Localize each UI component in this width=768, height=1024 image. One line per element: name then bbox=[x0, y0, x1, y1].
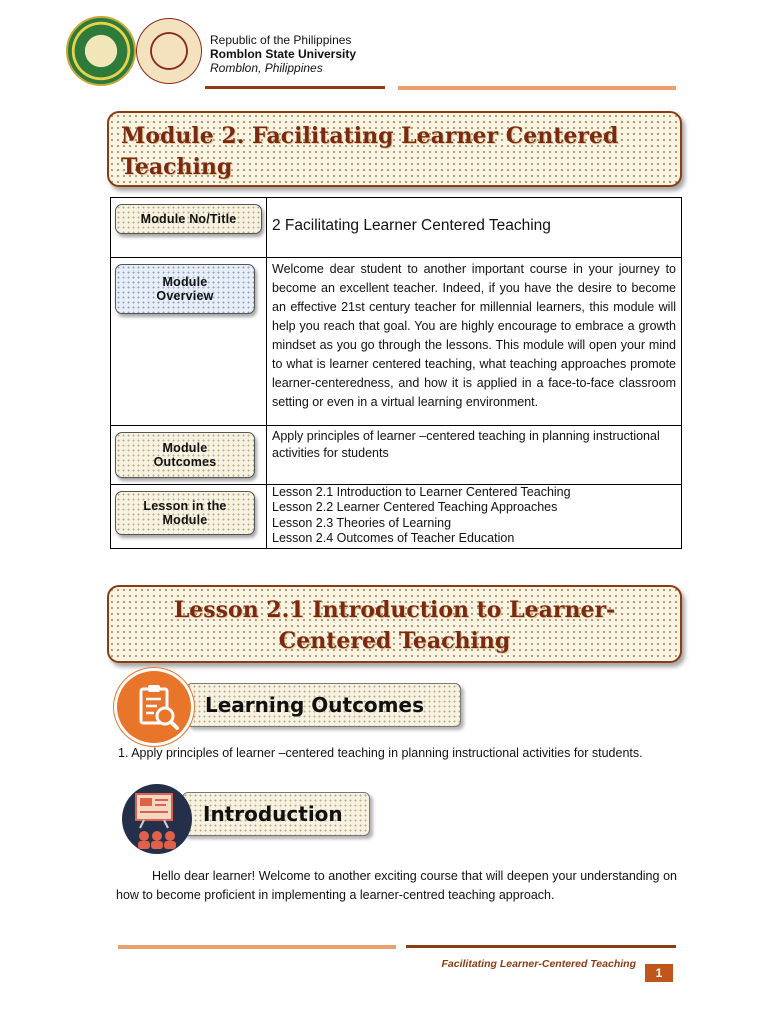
table-row bbox=[111, 258, 682, 426]
header-divider-light bbox=[398, 86, 676, 90]
university-seal-icon bbox=[66, 16, 136, 86]
footer-divider-dark bbox=[406, 945, 676, 948]
header-text bbox=[210, 33, 356, 75]
presentation-board-icon-graphic bbox=[122, 784, 192, 854]
header-country: Republic of the Philippines bbox=[210, 33, 352, 47]
table-row bbox=[111, 198, 682, 258]
page-number: 1 bbox=[645, 964, 673, 982]
learning-outcome-item: 1. Apply principles of learner –centered teaching in planning instructional activities for students. bbox=[118, 746, 643, 760]
learning-outcomes-heading bbox=[186, 683, 461, 727]
lessons-list bbox=[267, 485, 682, 549]
table-row bbox=[111, 485, 682, 549]
list-item: Lesson 2.3 Theories of Learning bbox=[272, 515, 452, 530]
module-overview-label: Module Overview bbox=[115, 264, 255, 314]
lesson-title-banner bbox=[107, 585, 682, 663]
module-outcomes-label: Module Outcomes bbox=[115, 432, 255, 478]
introduction-paragraph: Hello dear learner! Welcome to another exciting course that will deepen your understanding on how to become proficient in implementing a learner-centred teaching approach. bbox=[116, 869, 677, 902]
module-overview-value: Welcome dear student to another important course in your journey to become an excellent teacher. Indeed, if you have the desire to become an effective 21st century teacher for millennial learners, this module will help you reach that goal. You are highly encourage to embrace a growth mindset as you go through the lessons. This module will open your mind to what is learner centered teaching, what teaching approaches promote learner-centeredness, and how it is applied in a face-to-face classroom setting or even in a virtual learning environment. bbox=[267, 258, 682, 426]
introduction-title: Introduction bbox=[203, 802, 343, 826]
header-location: Romblon, Philippines bbox=[210, 61, 323, 75]
module-no-title-label: Module No/Title bbox=[115, 204, 262, 234]
module-no-title-value: 2 Facilitating Learner Centered Teaching bbox=[267, 198, 682, 258]
learning-outcomes-title: Learning Outcomes bbox=[205, 693, 424, 717]
lesson-title: Lesson 2.1 Introduction to Learner-Centered Teaching bbox=[173, 597, 616, 654]
table-row bbox=[111, 426, 682, 485]
list-item: Lesson 2.4 Outcomes of Teacher Education bbox=[272, 530, 515, 545]
clipboard-search-icon bbox=[114, 668, 194, 746]
presentation-board-icon bbox=[122, 784, 192, 854]
header-university: Romblon State University bbox=[210, 47, 357, 61]
module-outcomes-value: Apply principles of learner –centered teaching in planning instructional activities for students bbox=[267, 426, 682, 485]
list-item: Lesson 2.1 Introduction to Learner Centered Teaching bbox=[272, 485, 571, 499]
module-title: Module 2. Facilitating Learner Centered Teaching bbox=[121, 123, 619, 180]
module-info-table bbox=[110, 197, 682, 549]
footer-title: Facilitating Learner-Centered Teaching bbox=[441, 958, 636, 970]
introduction-heading bbox=[182, 792, 370, 836]
list-item: Lesson 2.2 Learner Centered Teaching Approaches bbox=[272, 500, 558, 515]
lesson-in-module-label: Lesson in the Module bbox=[115, 491, 255, 535]
footer-divider-light bbox=[118, 945, 396, 949]
college-seal-icon bbox=[136, 18, 202, 84]
module-title-banner bbox=[107, 111, 682, 187]
clipboard-search-icon-graphic bbox=[117, 671, 197, 749]
header-divider-dark bbox=[205, 86, 385, 89]
